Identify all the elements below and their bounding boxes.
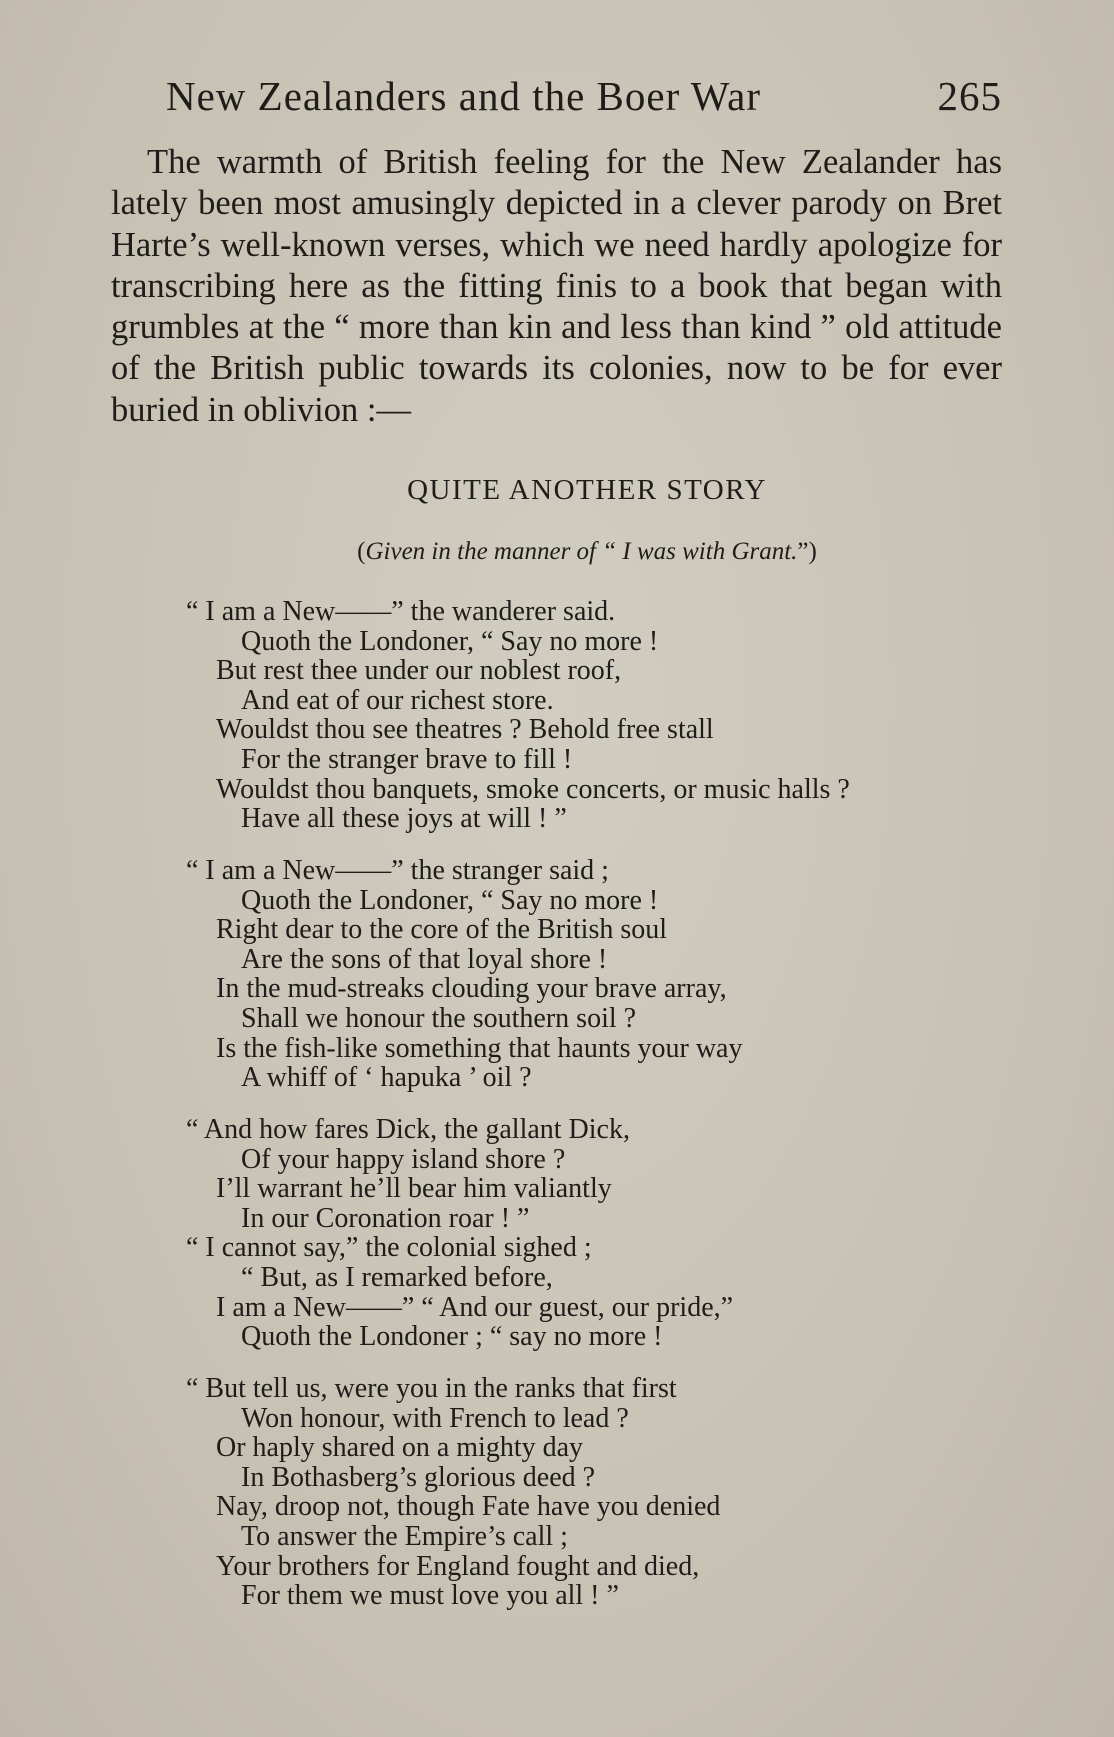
poem-line: In Bothasberg’s glorious deed ? — [241, 1461, 596, 1493]
poem-line: “ I cannot say,” the colonial sighed ; — [186, 1232, 592, 1264]
poem-line: Shall we honour the southern soil ? — [241, 1002, 637, 1034]
stanza-4 — [186, 1374, 1006, 1611]
poem-line: Wouldst thou banquets, smoke concerts, or music halls ? — [216, 773, 850, 805]
poem-line: For the stranger brave to fill ! — [241, 743, 573, 775]
poem-line: Or haply shared on a mighty day — [216, 1432, 584, 1464]
poem-line: For them we must love you all ! ” — [241, 1580, 619, 1612]
poem-line: “ I am a New——” the wanderer said. — [186, 596, 616, 627]
poem-line: But rest thee under our noblest roof, — [216, 655, 622, 687]
poem-line: “ And how fares Dick, the gallant Dick, — [186, 1114, 630, 1145]
poem-line: Right dear to the core of the British soul — [216, 914, 668, 946]
poem-line: “ But, as I remarked before, — [241, 1261, 553, 1293]
poem-line: Your brothers for England fought and died, — [216, 1550, 700, 1582]
poem-line: Quoth the Londoner, “ Say no more ! — [241, 625, 659, 657]
stanza-2 — [186, 856, 1006, 1093]
poem-line: A whiff of ‘ hapuka ’ oil ? — [241, 1062, 532, 1094]
stanza-3 — [186, 1115, 1006, 1352]
subtitle-close-paren: ”) — [797, 538, 817, 565]
poem-line: Wouldst thou see theatres ? Behold free stall — [216, 714, 714, 746]
poem-line: “ I am a New——” the stranger said ; — [186, 855, 609, 886]
poem-title: QUITE ANOTHER STORY — [407, 474, 767, 506]
poem-line: In our Coronation roar ! ” — [241, 1202, 530, 1234]
poem-line: Of your happy island shore ? — [241, 1143, 566, 1175]
poem-line: Nay, droop not, though Fate have you denied — [216, 1491, 721, 1523]
poem-line: Are the sons of that loyal shore ! — [241, 943, 608, 975]
poem-line: To answer the Empire’s call ; — [241, 1520, 568, 1552]
poem-line: Quoth the Londoner, “ Say no more ! — [241, 884, 659, 916]
running-head-title: New Zealanders and the Boer War — [166, 73, 762, 119]
poem-line: In the mud-streaks clouding your brave array, — [216, 973, 727, 1005]
running-head — [166, 72, 1002, 124]
poem-line: I’ll warrant he’ll bear him valiantly — [216, 1173, 612, 1205]
poem-subtitle — [0, 538, 1114, 566]
subtitle-italic-text: Given in the manner of “ I was with Grant. — [365, 538, 798, 565]
subtitle-open-paren: ( — [357, 538, 366, 565]
poem-line: I am a New——” “ And our guest, our pride,” — [216, 1291, 734, 1323]
poem-line: And eat of our richest store. — [241, 684, 554, 716]
poem-line: Won honour, with French to lead ? — [241, 1402, 629, 1434]
page-number: 265 — [937, 73, 1002, 119]
intro-paragraph: The warmth of British feeling for the New Zealander has lately been most amusingly depicted in a clever parody on Bret Harte’s well-known verses, which we need hardly apologize for transcribing here as the fitting finis to a book that began with grumbles at the “ more than kin and less than kind ” old attitude of the British public towards its colonies, now to be for ever buried in oblivion :— — [111, 143, 1002, 429]
poem-line: Is the fish-like something that haunts your way — [216, 1032, 743, 1064]
poem-line: Quoth the Londoner ; “ say no more ! — [241, 1321, 663, 1353]
poem-line: Have all these joys at will ! ” — [241, 803, 567, 835]
poem-line: “ But tell us, were you in the ranks that first — [186, 1373, 677, 1404]
stanza-1 — [186, 597, 1006, 834]
